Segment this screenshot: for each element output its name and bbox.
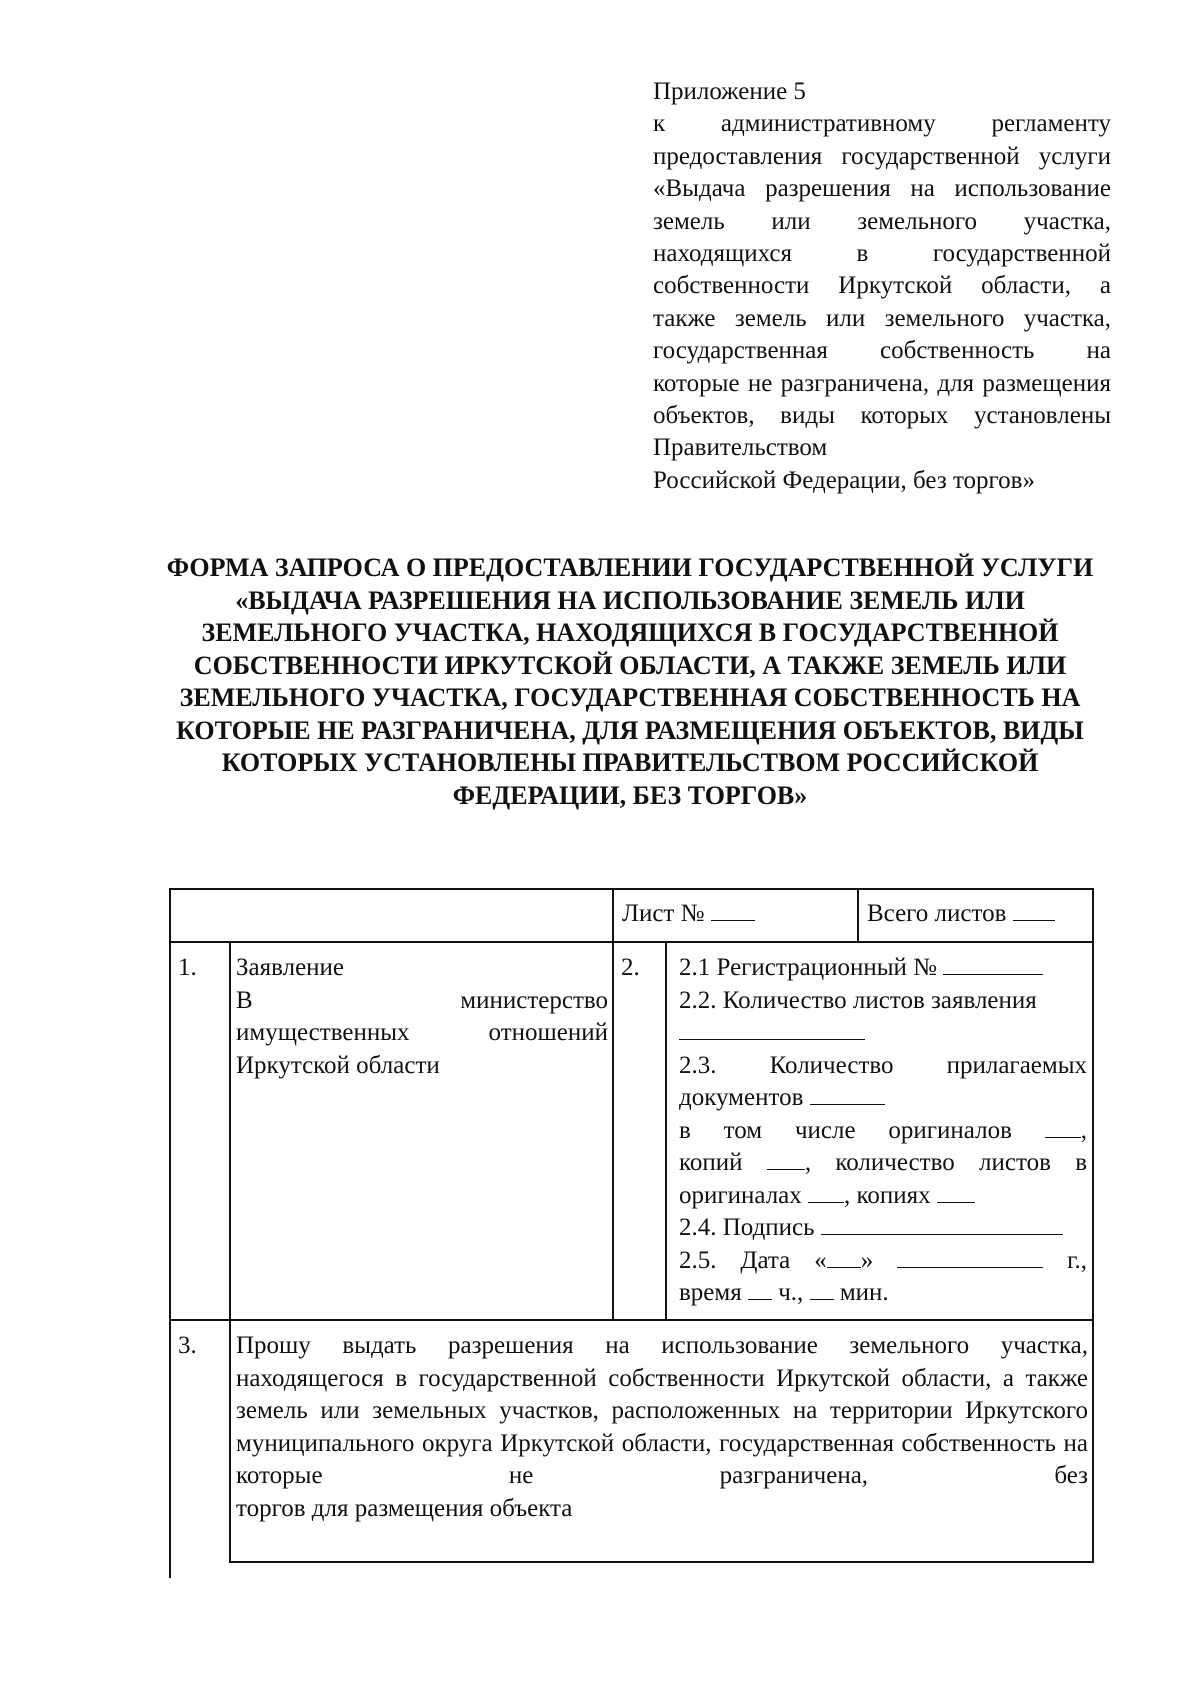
sheets-count-line: 2.2. Количество листов заявления <box>679 986 1037 1014</box>
in-originals-blank <box>808 1180 844 1203</box>
addressee-line: имущественных отношений <box>236 1019 608 1046</box>
row2-number: 2. <box>621 954 640 981</box>
sheets-count-blank-line <box>679 1017 1087 1050</box>
form-title: ФОРМА ЗАПРОСА О ПРЕДОСТАВЛЕНИИ ГОСУДАРСТВЕННОЙ УСЛУГИ «ВЫДАЧА РАЗРЕШЕНИЯ НА ИСПОЛЬЗОВАНИЕ ЗЕМЕЛЬ ИЛИ ЗЕМЕЛЬНОГО УЧАСТКА, НАХОДЯЩИХСЯ В ГОСУДАРСТВЕННОЙ СОБСТВЕННОСТИ ИРКУТСКОЙ ОБЛАСТИ, А ТАКЖЕ ЗЕМЕЛЬ ИЛИ ЗЕМЕЛЬНОГО УЧАСТКА, ГОСУДАРСТВЕННАЯ СОБСТВЕННОСТЬ НА КОТОРЫЕ НЕ РАЗГРАНИЧЕНА, ДЛЯ РАЗМЕЩЕНИЯ ОБЪЕКТОВ, ВИДЫ КОТОРЫХ УСТАНОВЛЕНЫ ПРАВИТЕЛЬСТВОМ РОССИЙСКОЙ ФЕДЕРАЦИИ, БЕЗ ТОРГОВ» <box>166 553 1094 810</box>
signature-line: 2.4. Подпись <box>679 1212 1087 1245</box>
date-day-blank <box>827 1245 861 1268</box>
docs-count-blank <box>810 1082 885 1105</box>
total-sheets-label: Всего листов <box>867 900 1007 927</box>
annex-heading: Приложение 5 <box>653 78 806 105</box>
row1-number: 1. <box>178 954 197 981</box>
table-line <box>230 1561 1094 1563</box>
table-line <box>857 888 859 941</box>
annex-block <box>653 76 1111 497</box>
annex-last-line: Российской Федерации, без торгов» <box>653 466 1035 494</box>
table-line <box>169 888 171 1578</box>
sheet-number-blank <box>711 898 755 921</box>
table-line <box>229 941 231 1563</box>
sheet-number-cell <box>622 898 755 931</box>
row1-application <box>236 952 608 1082</box>
minutes-blank <box>810 1277 834 1300</box>
table-line <box>169 941 1093 943</box>
reg-number-line: 2.1 Регистрационный № <box>679 952 1087 985</box>
copies-count-blank <box>937 1180 975 1203</box>
originals-line: в том числе оригиналов , <box>679 1116 1088 1144</box>
originals-blank <box>1045 1115 1081 1138</box>
total-sheets-cell <box>867 898 1055 931</box>
copies-line: копий , количество листов в <box>679 1149 1087 1176</box>
request-last-line: торгов для размещения объекта <box>236 1494 573 1522</box>
table-line <box>665 941 667 1319</box>
request-text: Прошу выдать разрешения на использование земельного участка, находящегося в государственной собственности Иркутской области, а также земель или земельных участков, расположенных на территории Иркутского муниципального округа Иркутской области, государственная собственность на которые не разграничена, без <box>236 1332 1088 1489</box>
docs-count-line: 2.3. Количество прилагаемых <box>679 1051 1087 1079</box>
sheet-number-label: Лист № <box>622 900 705 927</box>
sheets-count-blank <box>679 1017 865 1040</box>
in-originals-line: оригиналах , копиях <box>679 1180 1087 1213</box>
annex-body: к административному регламенту предоставления государственной услуги «Выдача разрешения на использование земель или земельного участка, находящихся в государственной собственности Иркутской области, а также земель или земельного участка, государственная собственность на которые не разграничена, для размещения объектов, виды которых установлены Правительством <box>653 110 1111 462</box>
addressee-line: Иркутской области <box>236 1051 440 1079</box>
row3-request <box>236 1330 1088 1525</box>
date-month-blank <box>897 1245 1043 1268</box>
table-line <box>612 888 614 1319</box>
signature-blank <box>821 1212 1063 1235</box>
row2-registration <box>679 952 1087 1310</box>
time-line: время ч., мин. <box>679 1279 889 1306</box>
table-line <box>1092 888 1094 1563</box>
reg-number-blank <box>943 952 1043 975</box>
date-line: 2.5. Дата « » г., <box>679 1246 1088 1274</box>
hours-blank <box>748 1277 772 1300</box>
row3-number: 3. <box>178 1332 197 1359</box>
docs-count-line: документов <box>679 1082 1087 1115</box>
copies-blank <box>767 1147 805 1170</box>
application-heading: Заявление <box>236 954 345 981</box>
addressee-line: В министерство <box>236 986 608 1014</box>
total-sheets-blank <box>1013 898 1055 921</box>
table-line <box>169 888 1093 890</box>
table-line <box>169 1319 1093 1321</box>
